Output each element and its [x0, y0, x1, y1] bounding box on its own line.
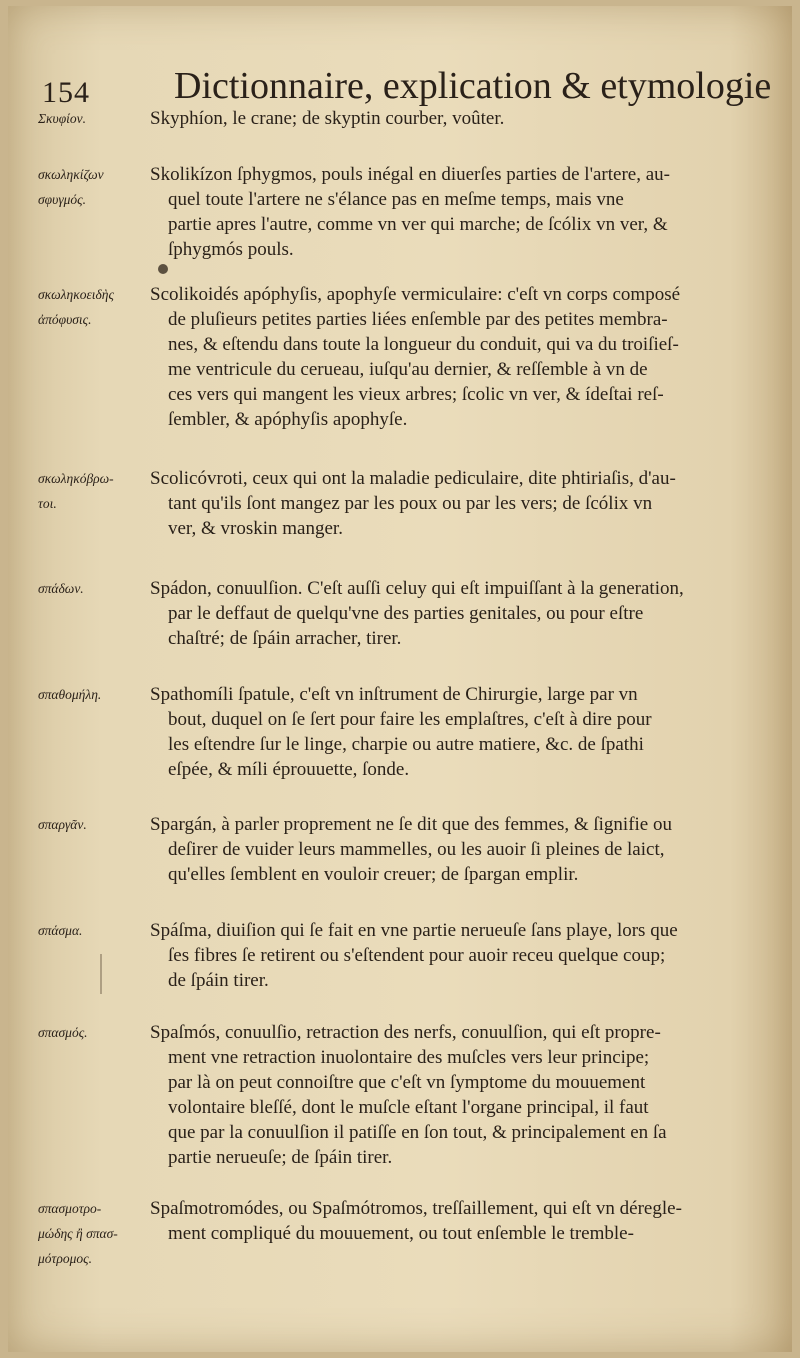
greek-headword: σκωληκοειδὴς ἀπόφυσις. [38, 287, 114, 327]
greek-headword: σπάσμα. [38, 923, 83, 938]
book-page [8, 6, 792, 1352]
page-header [36, 64, 772, 112]
ink-blot [158, 264, 168, 274]
entry-definition: Skolikízon ſphygmos, pouls inégal en diuerſes parties de l'artere, au- quel toute l'artere ne s'élance pas en meſme temps, mais vne partie apres l'autre, comme vn ver qui marche; de ſcólix vn ver, & ſphygmós pouls. [150, 164, 670, 260]
entry-definition: Skyphíon, le crane; de skyptin courber, voûter. [150, 108, 505, 129]
greek-headword: σπάδων. [38, 581, 84, 596]
running-title: Dictionnaire, explication & etymologie [174, 65, 772, 107]
entry-definition: Spaſmotromódes, ou Spaſmótromos, treſſaillement, qui eſt vn déregle- ment compliqué du mouuement, ou tout enſemble le tremble- [150, 1198, 682, 1244]
page-number: 154 [42, 76, 90, 109]
greek-headword: σπαθομήλη. [38, 687, 102, 702]
greek-headword: σπασμοτρο- μώδης ἢ σπασ- μότρομος. [38, 1201, 118, 1266]
entry-definition: Scolicóvroti, ceux qui ont la maladie pediculaire, dite phtiriaſis, d'au- tant qu'ils ſont mangez par les poux ou par les vers; de ſcólix vn ver, & vroskin manger. [150, 468, 676, 539]
entry-definition: Spáſma, diuiſion qui ſe fait en vne partie nerueuſe ſans playe, lors que ſes fibres ſe retirent ou s'eſtendent pour auoir receu quelque coup; de ſpáin tirer. [150, 920, 678, 991]
margin-pencil-mark [100, 954, 102, 994]
greek-headword: σπαργᾶν. [38, 817, 87, 832]
greek-headword: σκωληκόβρω- τοι. [38, 471, 114, 511]
entry-definition: Scolikoidés apóphyſis, apophyſe vermiculaire: c'eſt vn corps composé de pluſieurs petites parties liées enſemble par des petites membra- nes, & eſtendu dans toute la longueur du conduit, qui va du troiſieſ- me ventricule du cerueau, iuſqu'au dernier, & reſſemble à vn de ces vers qui mangent les vieux arbres; ſcolic vn ver, & ídeſtai reſ- ſembler, & apóphyſis apophyſe. [150, 284, 681, 430]
entry-definition: Spathomíli ſpatule, c'eſt vn inſtrument de Chirurgie, large par vn bout, duquel on ſe ſert pour faire les emplaſtres, c'eſt à dire pour les eſtendre ſur le linge, charpie ou autre matiere, &c. de ſpathi eſpée, & míli éprouuette, ſonde. [150, 684, 652, 780]
entry-definition: Spargán, à parler proprement ne ſe dit que des femmes, & ſignifie ou deſirer de vuider leurs mammelles, ou les auoir ſi pleines de laict, qu'elles ſemblent en vouloir creuer; de ſpargan emplir. [150, 814, 672, 885]
entry-definition: Spádon, conuulſion. C'eſt auſſi celuy qui eſt impuiſſant à la generation, par le deffaut de quelqu'vne des parties genitales, ou pour eſtre chaſtré; de ſpáin arracher, tirer. [150, 578, 684, 649]
greek-headword: σκωληκίζων σφυγμός. [38, 167, 104, 207]
greek-headword: σπασμός. [38, 1025, 88, 1040]
entry-definition: Spaſmós, conuulſio, retraction des nerfs, conuulſion, qui eſt propre- ment vne retraction inuolontaire des muſcles vers leur principe; par là on peut connoiſtre que c'eſt vn ſymptome du mouuement volontaire bleſſé, dont le muſcle eſtant l'organe principal, il faut que par la conuulſion il patiſſe en ſon tout, & principalement en ſa partie nerueuſe; de ſpáin tirer. [150, 1022, 667, 1168]
greek-headword: Σκυφίον. [38, 111, 87, 126]
